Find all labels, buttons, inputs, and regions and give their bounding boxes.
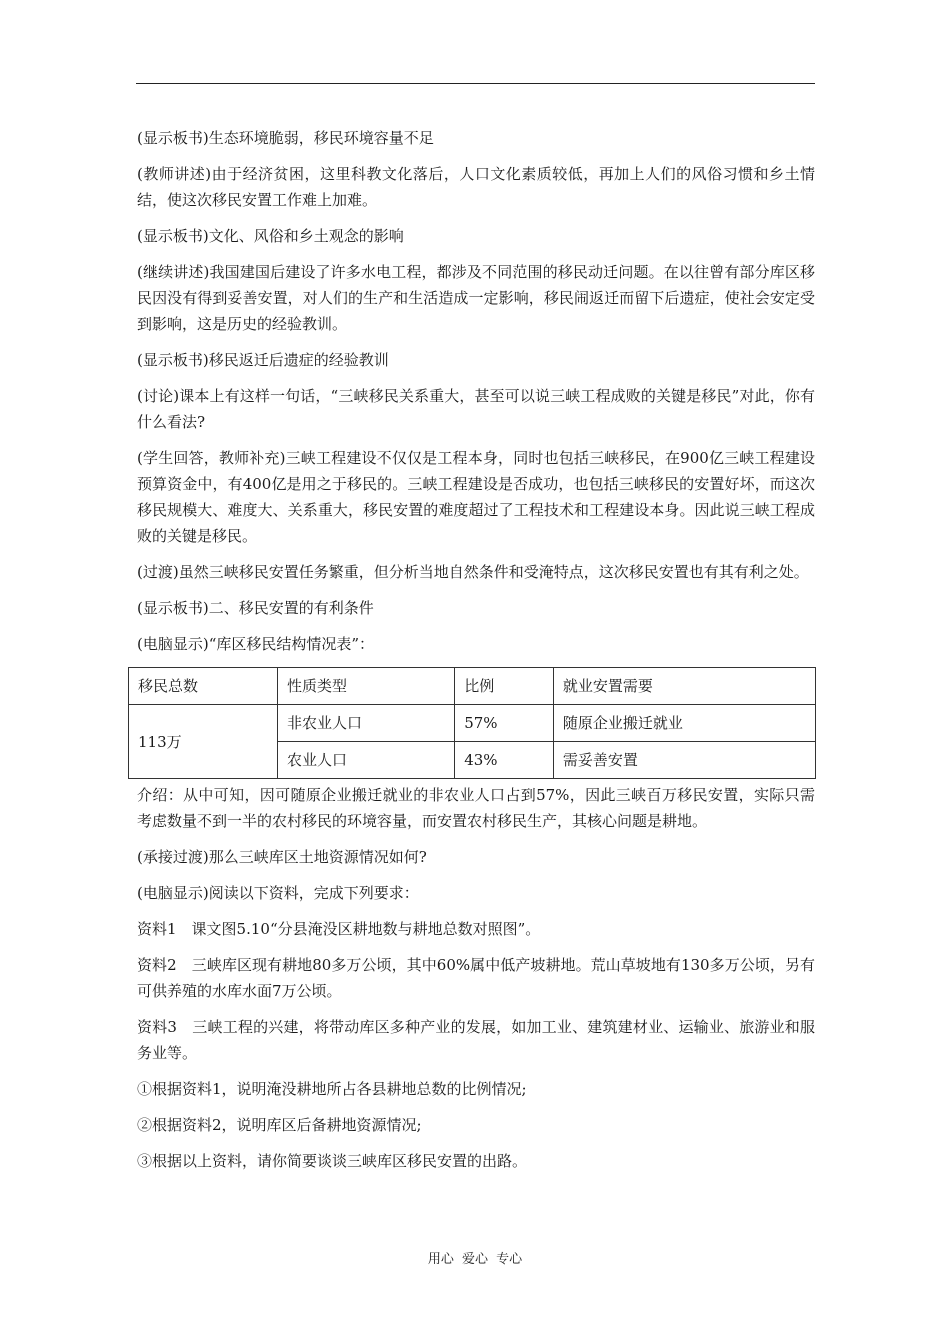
table-header-row bbox=[129, 668, 816, 705]
table-header-cell: 比例 bbox=[455, 668, 554, 705]
table-header-cell: 移民总数 bbox=[129, 668, 278, 705]
paragraph: (电脑显示)“库区移民结构情况表”： bbox=[137, 635, 375, 653]
table-cell: 非农业人口 bbox=[277, 705, 454, 742]
question-item: ①根据资料1，说明淹没耕地所占各县耕地总数的比例情况; bbox=[137, 1080, 527, 1098]
table-header-cell: 性质类型 bbox=[277, 668, 454, 705]
paragraph: (过渡)虽然三峡移民安置任务繁重，但分析当地自然条件和受淹特点，这次移民安置也有其有利之处。 bbox=[137, 563, 809, 581]
question-item: ③根据以上资料，请你简要谈谈三峡库区移民安置的出路。 bbox=[137, 1152, 528, 1170]
table-cell: 农业人口 bbox=[277, 742, 454, 779]
table-row bbox=[129, 705, 816, 742]
paragraph: (教师讲述)由于经济贫困，这里科教文化落后，人口文化素质较低，再加上人们的风俗习惯和乡土情结，使这次移民安置工作难上加难。 bbox=[137, 165, 815, 209]
page-footer: 用心 爱心 专心 bbox=[427, 1252, 523, 1267]
paragraph: (学生回答，教师补充)三峡工程建设不仅仅是工程本身，同时也包括三峡移民，在900亿三峡工程建设预算资金中，有400亿是用之于移民的。三峡工程建设是否成功，也包括三峡移民的安置好坏，而这次移民规模大、难度大、关系重大，移民安置的难度超过了工程技术和工程建设本身。因此说三峡工程成败的关键是移民。 bbox=[137, 449, 815, 545]
paragraph: 资料2 三峡库区现有耕地80多万公顷，其中60%属中低产坡耕地。荒山草坡地有130多万公顷，另有可供养殖的水库水面7万公顷。 bbox=[137, 956, 815, 1000]
paragraph: (讨论)课本上有这样一句话，“三峡移民关系重大，甚至可以说三峡工程成败的关键是移民”对此，你有什么看法? bbox=[137, 387, 815, 431]
paragraph: (显示板书)二、移民安置的有利条件 bbox=[137, 599, 374, 617]
table-cell: 需妥善安置 bbox=[553, 742, 815, 779]
document-body bbox=[137, 125, 815, 1184]
paragraph: (继续讲述)我国建国后建设了许多水电工程，都涉及不同范围的移民动迁问题。在以往曾有部分库区移民因没有得到妥善安置，对人们的生产和生活造成一定影响，移民闹返迁而留下后遗症，使社会安定受到影响，这是历史的经验教训。 bbox=[137, 263, 815, 333]
paragraph: (显示板书)生态环境脆弱，移民环境容量不足 bbox=[137, 129, 434, 147]
table-cell: 43% bbox=[455, 742, 554, 779]
table-cell-total: 113万 bbox=[129, 705, 278, 779]
paragraph: (电脑显示)阅读以下资料，完成下列要求： bbox=[137, 884, 419, 902]
paragraph: 资料1 课文图5.10“分县淹没区耕地数与耕地总数对照图”。 bbox=[137, 920, 541, 938]
paragraph: (承接过渡)那么三峡库区土地资源情况如何? bbox=[137, 848, 427, 866]
header-rule bbox=[136, 83, 815, 84]
table-cell: 随原企业搬迁就业 bbox=[553, 705, 815, 742]
paragraph: (显示板书)文化、风俗和乡土观念的影响 bbox=[137, 227, 404, 245]
paragraph: (显示板书)移民返迁后遗症的经验教训 bbox=[137, 351, 389, 369]
migrant-structure-table bbox=[128, 667, 816, 779]
question-item: ②根据资料2，说明库区后备耕地资源情况; bbox=[137, 1116, 422, 1134]
paragraph: 介绍：从中可知，因可随原企业搬迁就业的非农业人口占到57%，因此三峡百万移民安置，实际只需考虑数量不到一半的农村移民的环境容量，而安置农村移民生产，其核心问题是耕地。 bbox=[137, 786, 815, 830]
table-cell: 57% bbox=[455, 705, 554, 742]
table-header-cell: 就业安置需要 bbox=[553, 668, 815, 705]
paragraph: 资料3 三峡工程的兴建，将带动库区多种产业的发展，如加工业、建筑建材业、运输业、旅游业和服务业等。 bbox=[137, 1018, 815, 1062]
